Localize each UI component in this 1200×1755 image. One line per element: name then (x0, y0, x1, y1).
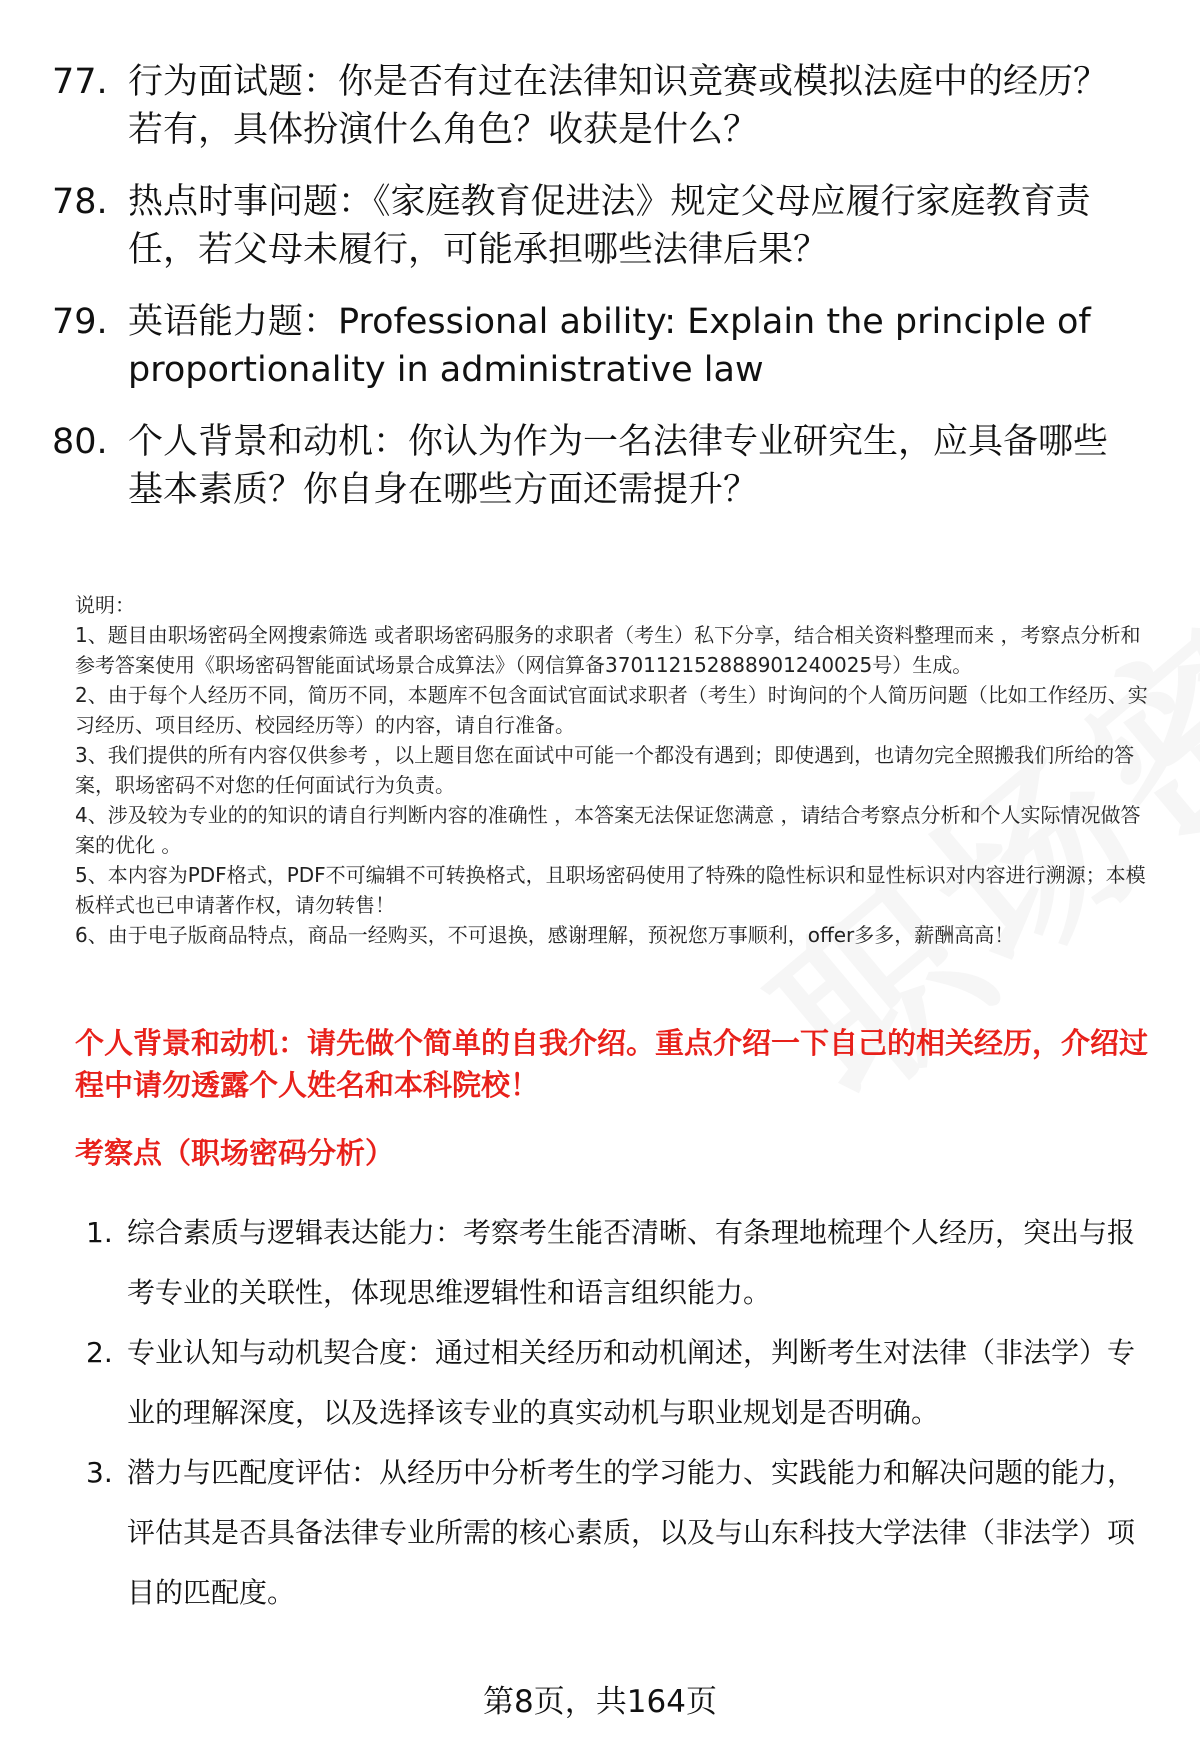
note-item: 3、我们提供的所有内容仅供参考 ，以上题目您在面试中可能一个都没有遇到；即使遇到，也请勿完全照搬我们所给的答案，职场密码不对您的任何面试行为负责。 (75, 743, 1135, 797)
analysis-item (86, 1323, 1146, 1443)
note-item: 2、由于每个人经历不同，简历不同，本题库不包含面试官面试求职者（考生）时询问的个人简历问题（比如工作经历、实习经历、项目经历、校园经历等）的内容，请自行准备。 (75, 683, 1148, 737)
question-number: 80. (52, 422, 108, 462)
analysis-item (86, 1443, 1146, 1623)
analysis-number: 2. (86, 1336, 113, 1369)
analysis-number: 3. (86, 1456, 113, 1489)
analysis-list (86, 1203, 1146, 1623)
page-footer: 第8页，共164页 (483, 1684, 717, 1720)
question-number: 77. (52, 62, 108, 102)
analysis-item (86, 1203, 1146, 1323)
question-number: 78. (52, 182, 108, 222)
note-item: 6、由于电子版商品特点，商品一经购买，不可退换，感谢理解，预祝您万事顺利，offer多多，薪酬高高！ (75, 923, 1015, 947)
analysis-number: 1. (86, 1216, 113, 1249)
note-item: 5、本内容为PDF格式，PDF不可编辑不可转换格式，且职场密码使用了特殊的隐性标识和显性标识对内容进行溯源；本模板样式也已申请著作权，请勿转售！ (75, 863, 1146, 917)
question-text: 热点时事问题：《家庭教育促进法》规定父母应履行家庭教育责任，若父母未履行，可能承担哪些法律后果？ (128, 182, 1091, 270)
notes-block (75, 590, 1155, 950)
question-number: 79. (52, 302, 108, 342)
question-text: 英语能力题：Professional ability: Explain the principle of proportionality in administrative law (128, 302, 1091, 390)
question-item (52, 418, 1142, 514)
analysis-text: 潜力与匹配度评估：从经历中分析考生的学习能力、实践能力和解决问题的能力，评估其是否具备法律专业所需的核心素质，以及与山东科技大学法律（非法学）项目的匹配度。 (127, 1456, 1136, 1609)
question-text: 行为面试题：你是否有过在法律知识竞赛或模拟法庭中的经历？若有，具体扮演什么角色？收获是什么？ (128, 62, 1109, 150)
question-item (52, 58, 1142, 154)
question-text: 个人背景和动机：你认为作为一名法律专业研究生，应具备哪些基本素质？你自身在哪些方面还需提升？ (128, 422, 1109, 510)
notes-heading: 说明： (75, 593, 135, 617)
section-title: 考察点（职场密码分析） (75, 1136, 395, 1170)
question-list (52, 58, 1142, 538)
note-item: 1、题目由职场密码全网搜索筛选 或者职场密码服务的求职者（考生）私下分享，结合相关资料整理而来 ，考察点分析和参考答案使用《职场密码智能面试场景合成算法》（网信算备370112152888901240025号）生成。 (75, 623, 1141, 677)
question-item (52, 298, 1142, 394)
analysis-text: 综合素质与逻辑表达能力：考察考生能否清晰、有条理地梳理个人经历，突出与报考专业的关联性，体现思维逻辑性和语言组织能力。 (127, 1216, 1136, 1309)
question-item (52, 178, 1142, 274)
interview-prompt: 个人背景和动机：请先做个简单的自我介绍。重点介绍一下自己的相关经历，介绍过程中请勿透露个人姓名和本科院校！ (75, 1026, 1149, 1102)
note-item: 4、涉及较为专业的的知识的请自行判断内容的准确性 ，本答案无法保证您满意 ，请结合考察点分析和个人实际情况做答案的优化 。 (75, 803, 1141, 857)
analysis-text: 专业认知与动机契合度：通过相关经历和动机阐述，判断考生对法律（非法学）专业的理解深度，以及选择该专业的真实动机与职业规划是否明确。 (127, 1336, 1136, 1429)
